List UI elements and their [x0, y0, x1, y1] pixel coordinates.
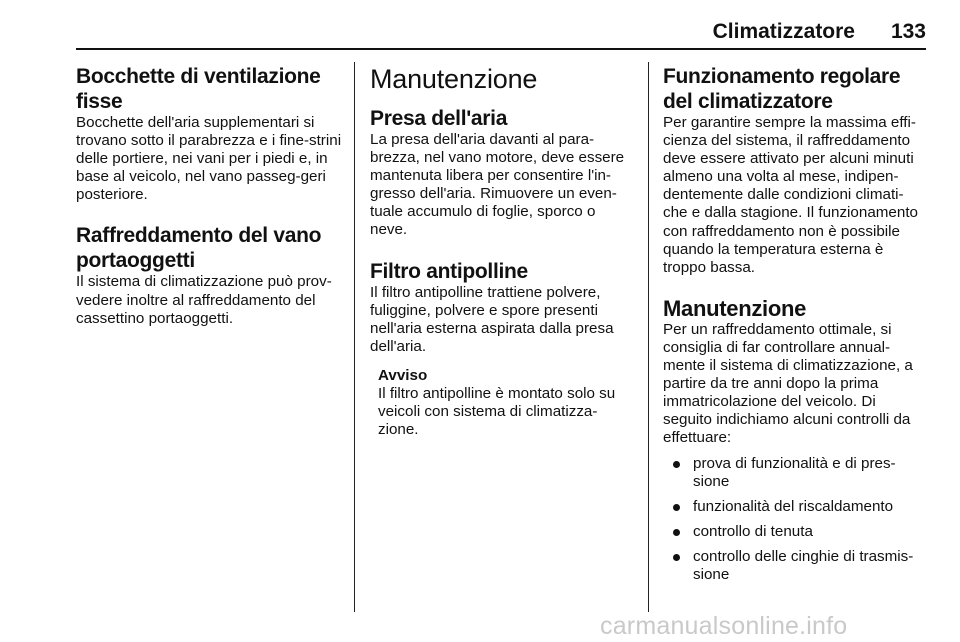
header-rule: [76, 48, 926, 50]
note-box: [378, 367, 634, 439]
main-heading-maintenance: Manutenzione: [370, 64, 538, 94]
subsection-text-pollen-filter: Il filtro antipolline trattiene polvere, fuliggine, polvere e spore presenti nell'aria esterna aspirata dalla presa dell'aria.: [370, 283, 614, 355]
section-text-maintenance: Per un raffreddamento ottimale, si consiglia di far controllare annual-mente il sistema di climatizzazione, a partire da tre anni dopo la prima immatricolazione del veicolo. Di seguito indichiamo alcuni controlli da effettuare:: [663, 320, 913, 447]
section-title-regular-operation: Funzionamento regolare del climatizzatore: [663, 65, 901, 113]
column-middle: [370, 64, 634, 439]
section-text-regular-operation: Per garantire sempre la massima effi-cienza del sistema, il raffreddamento deve essere attivato per alcuni minuti almeno una volta al mese, indipen-dentemente dalle condizioni climati-che e dalla stagione. Il funzionamento con raffreddamento non è possibile quando la temperatura esterna è troppo bassa.: [663, 114, 918, 276]
section-title-maintenance: Manutenzione: [663, 295, 807, 321]
checks-list: [663, 455, 928, 585]
list-item: controllo delle cinghie di trasmis-sione: [663, 548, 928, 584]
watermark: carmanualsonline.info: [600, 612, 848, 640]
list-item: funzionalità del riscaldamento: [663, 498, 928, 516]
section-title-fixed-vents: Bocchette di ventilazione fisse: [76, 65, 321, 113]
subsection-title-pollen-filter: Filtro antipolline: [370, 259, 528, 283]
subsection-text-air-intake: La presa dell'aria davanti al para-brezza, nel vano motore, deve essere mantenuta libera per consentire l'in-gresso dell'aria. Rimuovere un even-tuale accumulo di foglie, sporco o neve.: [370, 131, 625, 239]
column-divider-left: [354, 62, 355, 612]
column-left: [76, 64, 344, 328]
note-text: Il filtro antipolline è montato solo su veicoli con sistema di climatizza-zione.: [378, 384, 616, 439]
running-title: Climatizzatore: [712, 20, 855, 43]
note-title: Avviso: [378, 366, 428, 384]
subsection-title-air-intake: Presa dell'aria: [370, 107, 508, 130]
section-text-glovebox-cooling: Il sistema di climatizzazione può prov-vedere inoltre al raffreddamento del cassettino portaoggetti.: [76, 273, 332, 327]
column-divider-right: [648, 62, 649, 612]
section-title-glovebox-cooling: Raffreddamento del vano portaoggetti: [76, 224, 322, 273]
list-item: controllo di tenuta: [663, 523, 928, 541]
section-text-fixed-vents: Bocchette dell'aria supplementari si trovano sotto il parabrezza e i fine-strini delle portiere, nei vani per i piedi e, in base al veicolo, nel vano passeg-geri posteriore.: [76, 114, 342, 204]
column-right: [663, 64, 928, 591]
page-number: 133: [890, 20, 926, 43]
list-item: prova di funzionalità e di pres-sione: [663, 455, 928, 491]
